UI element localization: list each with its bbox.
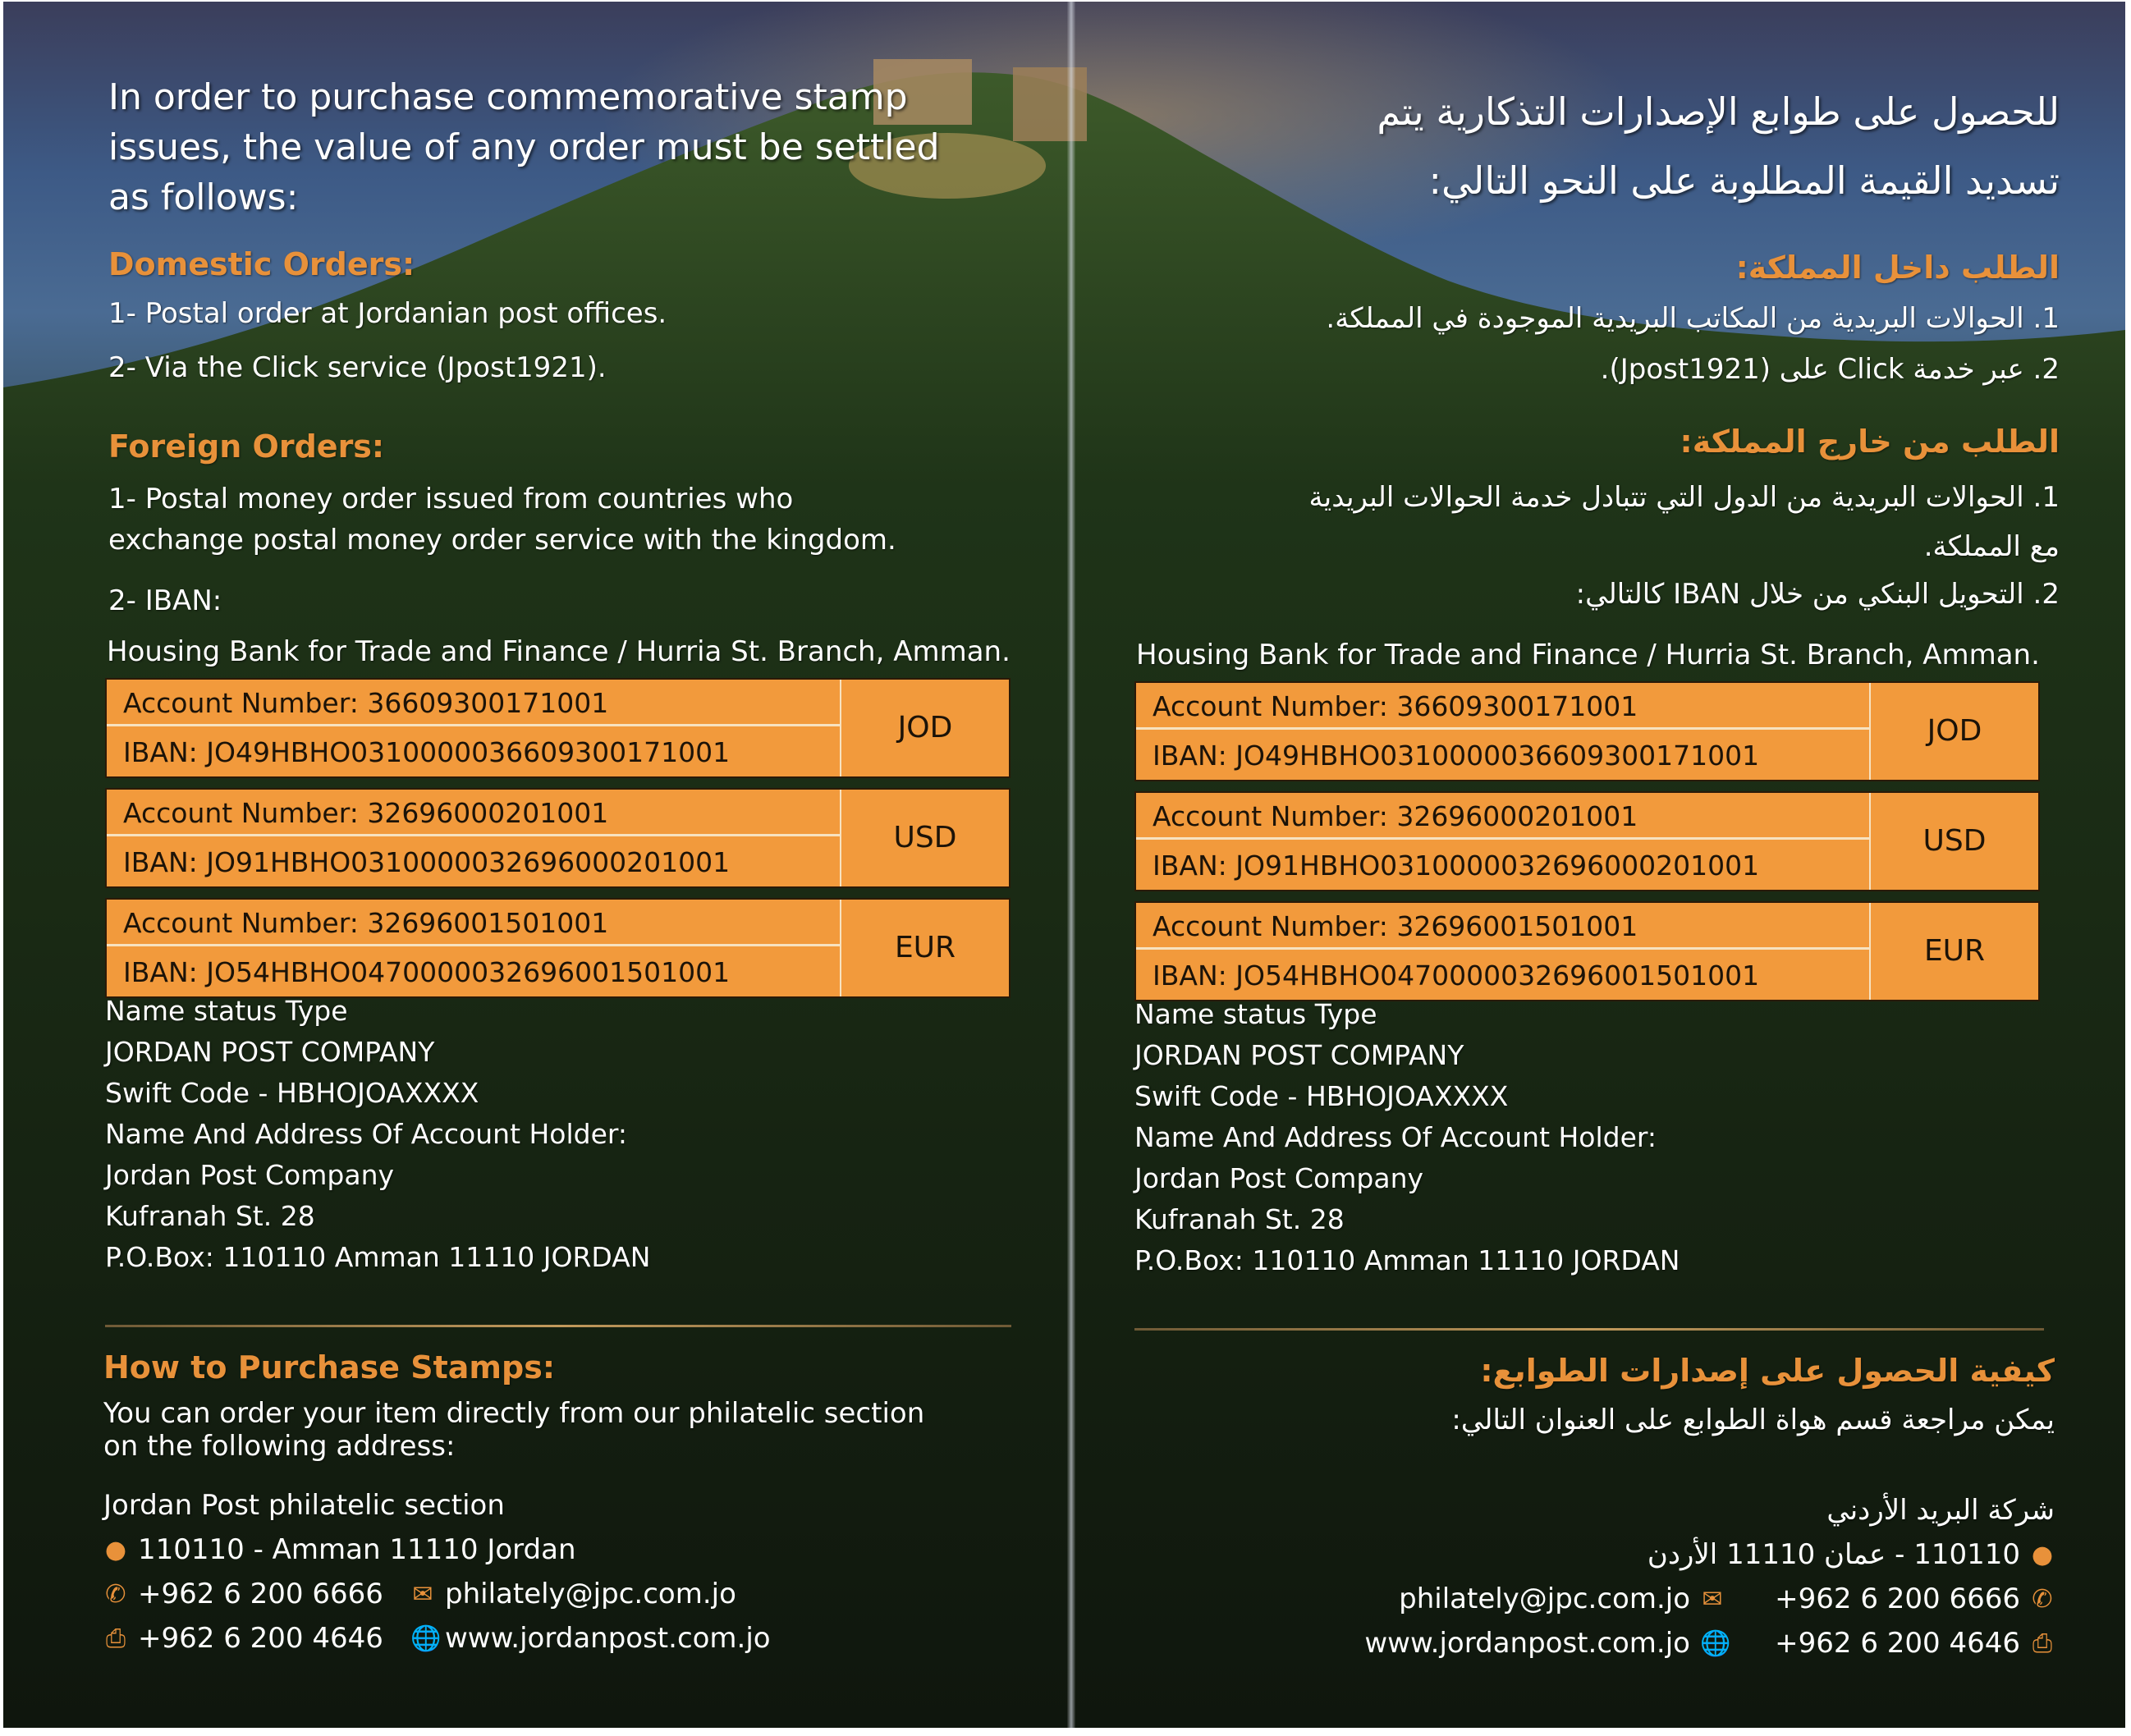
philatelic-section-name-arabic: شركة البريد الأردني [1826, 1494, 2055, 1527]
intro-text [108, 72, 940, 222]
phone-icon: ✆ [2032, 1584, 2053, 1614]
phone-line [103, 1578, 383, 1610]
accounts-table [105, 678, 1011, 1008]
website-link[interactable]: www.jordanpost.com.jo [445, 1622, 771, 1655]
account-row-eur [105, 898, 1011, 998]
intro-line: تسديد القيمة المطلوبة على النحو التالي: [1428, 158, 2060, 203]
iban-number: IBAN: JO49HBHO0310000036609300171001 [123, 736, 731, 768]
phone-icon: ✆ [105, 1579, 126, 1609]
email-line [1399, 1583, 1725, 1615]
account-number: Account Number: 32696000201001 [1136, 793, 1871, 840]
domestic-item: 2- Via the Click service (Jpost1921). [108, 351, 607, 384]
address-line [103, 1533, 576, 1566]
foreign-item: 1- Postal money order issued from countries who [108, 483, 794, 515]
detail-line: P.O.Box: 110110 Amman 11110 JORDAN [105, 1241, 651, 1273]
account-row-usd [105, 788, 1011, 888]
iban-number: IBAN: JO91HBHO0310000032696000201001 [1153, 850, 1760, 882]
globe-icon: 🌐 [410, 1624, 442, 1653]
detail-line: Swift Code - HBHOJOAXXXX [1134, 1080, 1509, 1112]
currency-label: USD [1869, 793, 2038, 890]
detail-line: Jordan Post Company [1134, 1162, 1424, 1194]
address-line [1648, 1538, 2055, 1571]
envelope-icon: ✉ [412, 1579, 433, 1609]
email-line [410, 1578, 736, 1610]
account-row-eur [1134, 901, 2040, 1001]
philatelic-section-name: Jordan Post philatelic section [103, 1489, 505, 1522]
detail-line: Kufranah St. 28 [105, 1200, 315, 1232]
account-row-jod [105, 678, 1011, 778]
page-fold [1067, 2, 1075, 1728]
iban-number: IBAN: JO54HBHO0470000032696001501001 [1153, 960, 1760, 992]
currency-label: JOD [1869, 683, 2038, 780]
detail-line: Name status Type [105, 995, 348, 1027]
phone-number[interactable]: +962 6 200 6666 [138, 1578, 383, 1610]
purchase-text: on the following address: [103, 1430, 456, 1463]
detail-line: Kufranah St. 28 [1134, 1203, 1345, 1235]
foreign-item-arabic: 1. الحوالات البريدية من الدول التي تتبادل خدمة الحوالات البريدية [1308, 481, 2060, 514]
domestic-item-arabic: 1. الحوالات البريدية من المكاتب البريدية الموجودة في المملكة. [1326, 302, 2060, 335]
purchase-text-arabic: يمكن مراجعة قسم هواة الطوابع على العنوان التالي: [1451, 1404, 2055, 1436]
how-to-purchase-heading: How to Purchase Stamps: [103, 1349, 556, 1386]
fax-number[interactable]: +962 6 200 4646 [138, 1622, 383, 1655]
brochure-spread [3, 2, 2125, 1728]
account-number: Account Number: 32696001501001 [1136, 903, 1871, 950]
foreign-item-iban: 2- IBAN: [108, 584, 222, 617]
section-divider [1134, 1328, 2044, 1331]
account-number: Account Number: 32696000201001 [107, 790, 841, 836]
printer-icon: ⎙ [106, 1624, 126, 1653]
map-pin-icon: ● [2031, 1540, 2054, 1569]
account-number: Account Number: 36609300171001 [107, 680, 841, 726]
intro-line: as follows: [108, 176, 299, 218]
domestic-item-arabic: 2. عبر خدمة Click على (Jpost1921). [1600, 353, 2060, 386]
currency-label: JOD [840, 680, 1009, 776]
how-to-purchase-heading-arabic: كيفية الحصول على إصدارات الطوابع: [1480, 1353, 2055, 1389]
purchase-text: You can order your item directly from our philatelic section [103, 1397, 925, 1430]
intro-line: issues, the value of any order must be settled [108, 126, 940, 168]
phone-number[interactable]: +962 6 200 6666 [1775, 1583, 2020, 1615]
intro-line: للحصول على طوابع الإصدارات التذكارية يتم [1377, 89, 2060, 134]
phone-line [1775, 1583, 2055, 1615]
detail-line: Name And Address Of Account Holder: [1134, 1121, 1657, 1153]
detail-line: JORDAN POST COMPANY [1134, 1039, 1464, 1071]
account-number: Account Number: 32696001501001 [107, 900, 841, 946]
email-link[interactable]: philately@jpc.com.jo [1399, 1583, 1690, 1615]
bank-name: Housing Bank for Trade and Finance / Hurria St. Branch, Amman. [1136, 639, 2040, 671]
map-pin-icon: ● [104, 1535, 127, 1564]
detail-line: P.O.Box: 110110 Amman 11110 JORDAN [1134, 1244, 1680, 1276]
iban-number: IBAN: JO91HBHO0310000032696000201001 [123, 846, 731, 878]
fax-line [103, 1622, 383, 1655]
foreign-orders-heading-arabic: الطلب من خارج المملكة: [1680, 424, 2060, 460]
iban-number: IBAN: JO49HBHO0310000036609300171001 [1153, 740, 1760, 772]
fax-line [1775, 1627, 2055, 1660]
website-line [1364, 1627, 1731, 1660]
bank-name: Housing Bank for Trade and Finance / Hurria St. Branch, Amman. [107, 635, 1011, 668]
foreign-orders-heading: Foreign Orders: [108, 428, 385, 465]
intro-line: In order to purchase commemorative stamp [108, 76, 908, 118]
currency-label: USD [840, 790, 1009, 886]
envelope-icon: ✉ [1702, 1584, 1723, 1614]
currency-label: EUR [1869, 903, 2038, 1000]
address-text: 110110 - Amman 11110 Jordan [138, 1533, 576, 1566]
english-panel [3, 2, 1067, 1728]
foreign-item-arabic: مع المملكة. [1923, 530, 2060, 563]
section-divider [105, 1325, 1011, 1327]
iban-number: IBAN: JO54HBHO0470000032696001501001 [123, 956, 731, 988]
accounts-table [1134, 681, 2040, 1011]
detail-line: Name status Type [1134, 998, 1377, 1030]
foreign-item: exchange postal money order service with the kingdom. [108, 524, 896, 557]
domestic-orders-heading-arabic: الطلب داخل المملكة: [1735, 250, 2060, 286]
domestic-orders-heading: Domestic Orders: [108, 246, 415, 282]
account-row-jod [1134, 681, 2040, 781]
account-row-usd [1134, 791, 2040, 891]
intro-text-arabic [1377, 77, 2060, 215]
email-link[interactable]: philately@jpc.com.jo [445, 1578, 736, 1610]
globe-icon: 🌐 [1700, 1628, 1731, 1658]
currency-label: EUR [840, 900, 1009, 996]
detail-line: Name And Address Of Account Holder: [105, 1118, 628, 1150]
domestic-item: 1- Postal order at Jordanian post offices. [108, 297, 667, 330]
detail-line: Jordan Post Company [105, 1159, 395, 1191]
website-line [410, 1622, 771, 1655]
fax-number[interactable]: +962 6 200 4646 [1775, 1627, 2020, 1660]
foreign-item-iban-arabic: 2. التحويل البنكي من خلال IBAN كالتالي: [1575, 578, 2060, 611]
address-text: 110110 - عمان 11110 الأردن [1647, 1538, 2020, 1571]
detail-line: Swift Code - HBHOJOAXXXX [105, 1077, 479, 1109]
arabic-panel [1075, 2, 2125, 1728]
website-link[interactable]: www.jordanpost.com.jo [1364, 1627, 1690, 1660]
detail-line: JORDAN POST COMPANY [105, 1036, 435, 1068]
account-number: Account Number: 36609300171001 [1136, 683, 1871, 730]
printer-icon: ⎙ [2032, 1628, 2052, 1658]
